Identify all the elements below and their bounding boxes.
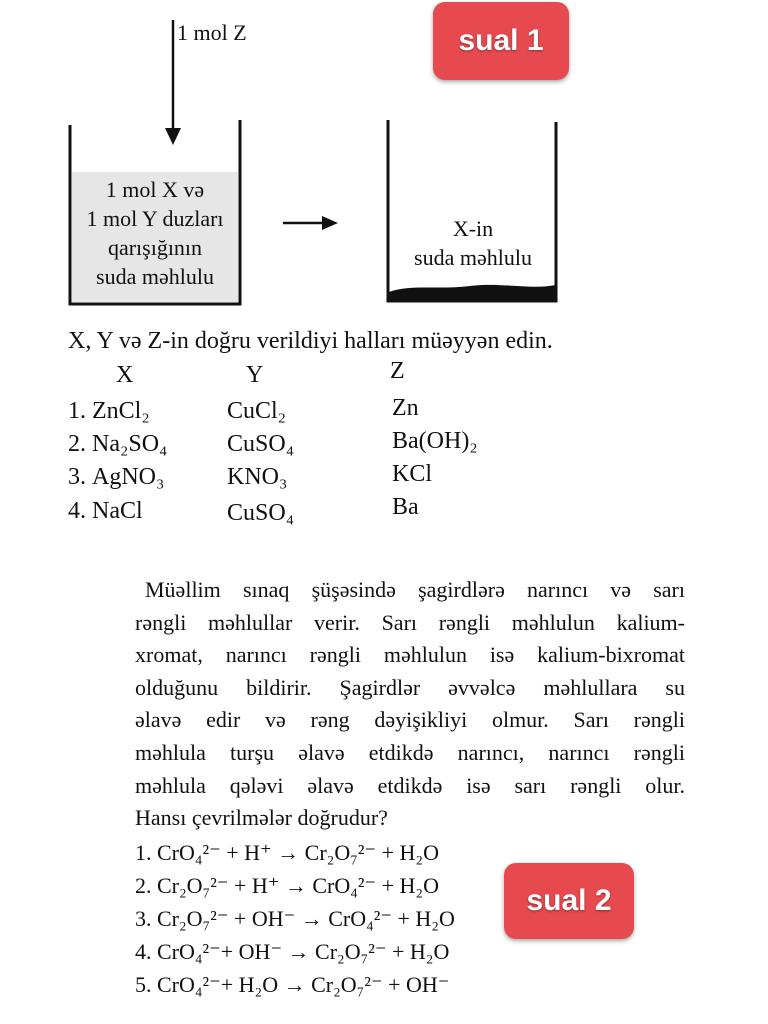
paragraph-line: olduğunu bildirir. Şagirdlər əvvəlcə məhlullara su	[135, 674, 685, 700]
option-number: 3.	[68, 464, 86, 490]
option-number: 1.	[68, 398, 86, 424]
left-beaker-label	[72, 175, 238, 291]
left-beaker-line: suda məhlulu	[96, 264, 214, 289]
paragraph-line: Müəllim sınaq şüşəsində şagirdlərə narıncı və sarı	[145, 577, 685, 602]
option-y: KNO₃	[227, 464, 288, 490]
header-z: Z	[390, 358, 405, 384]
option-number: 4.	[68, 498, 86, 524]
paragraph-line: məhlula turşu əlavə etdikdə narıncı, narıncı rəngli	[135, 739, 685, 765]
equation-4: 4. CrO₄²⁻+ OH⁻ → Cr₂O₇²⁻ + H₂O	[135, 939, 450, 964]
equation-2: 2. Cr₂O₇²⁻ + H⁺ → CrO₄²⁻ + H₂O	[135, 873, 439, 898]
left-beaker-line: 1 mol Y duzları	[86, 206, 224, 231]
reagent-arrowhead	[165, 128, 181, 145]
paragraph-line: rəngli məhlullar verir. Sarı rəngli məhlulun kalium-	[135, 609, 685, 635]
precipitate	[389, 285, 556, 301]
paragraph-line: Hansı çevrilmələr doğrudur?	[135, 805, 388, 831]
header-x: X	[116, 362, 134, 388]
left-beaker-line: 1 mol X və	[105, 177, 205, 202]
option-z: KCl	[392, 461, 433, 487]
option-x: ZnCl₂	[92, 398, 150, 424]
right-beaker-line: X-in	[452, 216, 494, 241]
option-y: CuSO₄	[227, 431, 295, 457]
equation-3: 3. Cr₂O₇²⁻ + OH⁻ → CrO₄²⁻ + H₂O	[135, 906, 455, 931]
reaction-arrowhead	[322, 216, 338, 230]
option-z: Zn	[392, 395, 419, 421]
question-2-paragraph	[135, 574, 685, 835]
left-beaker-line: qarışığının	[107, 235, 203, 260]
question-1-prompt: X, Y və Z-in doğru verildiyi halları müəyyən edin.	[68, 328, 553, 354]
option-y: CuCl₂	[227, 398, 287, 424]
option-x: NaCl	[92, 498, 143, 524]
paragraph-line: xromat, narıncı rəngli məhlulun isə kalium-bixromat	[135, 642, 685, 668]
header-y: Y	[246, 362, 264, 388]
reagent-label: 1 mol Z	[177, 20, 247, 45]
right-beaker-line: suda məhlulu	[414, 245, 532, 270]
equation-1: 1. CrO₄²⁻ + H⁺ → Cr₂O₇²⁻ + H₂O	[135, 840, 439, 865]
option-y: CuSO₄	[227, 500, 295, 526]
equation-5: 5. CrO₄²⁻+ H₂O → Cr₂O₇²⁻ + OH⁻	[135, 972, 450, 997]
option-z: Ba(OH)₂	[392, 428, 478, 454]
right-beaker-label	[392, 214, 554, 272]
option-z: Ba	[392, 494, 419, 520]
question-1-badge: sual 1	[433, 2, 569, 80]
paragraph-line: əlavə edir və rəng dəyişikliyi olmur. Sarı rəngli	[135, 707, 685, 733]
option-x: Na₂SO₄	[92, 431, 168, 457]
paragraph-line: məhlula qələvi əlavə etdikdə isə sarı rəngli olur.	[135, 772, 685, 798]
question-2-badge: sual 2	[504, 863, 634, 939]
right-beaker	[388, 120, 556, 301]
option-number: 2.	[68, 431, 86, 457]
option-x: AgNO₃	[92, 464, 165, 490]
